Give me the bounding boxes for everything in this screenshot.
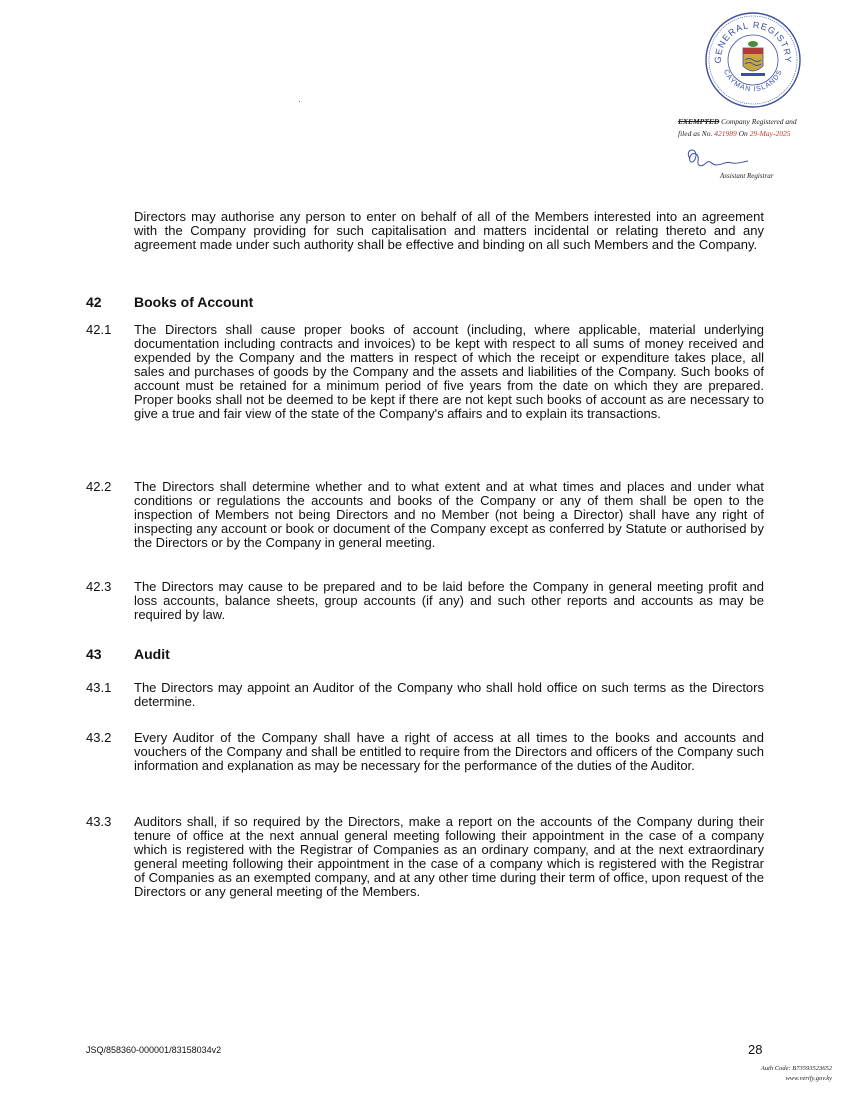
clause-42-2-number: 42.2 <box>86 479 112 494</box>
clause-43-2-number: 43.2 <box>86 730 112 745</box>
clause-43-3-number: 43.3 <box>86 814 112 829</box>
registrar-signature-icon <box>682 145 762 173</box>
registered-text: Company Registered and <box>721 117 797 126</box>
intro-paragraph: Directors may authorise any person to enter on behalf of all of the Members interested into an agreement with the Company providing for such capitalisation and matters incidental or relating thereto and any agreement made under such authority shall be effective and binding on all such Members and the Company. <box>134 209 764 252</box>
on-text: On <box>738 129 748 138</box>
seal-top-text: GENERAL REGISTRY <box>712 19 794 64</box>
section-43-number: 43 <box>86 646 102 662</box>
registration-stamp <box>678 116 828 140</box>
seal-bottom-text: CAYMAN ISLANDS <box>721 68 785 94</box>
clause-43-1-text: The Directors may appoint an Auditor of the Company who shall hold office on such terms as the Directors determine. <box>134 680 764 709</box>
section-43-title: Audit <box>134 646 170 662</box>
general-registry-seal-icon <box>703 10 803 110</box>
clause-42-2-text: The Directors shall determine whether and to what extent and at what times and places and under what conditions or regulations the accounts and books of the Company or any of them shall be open to the inspection of Members not being Directors and no Member (not being a Director) shall have any right of inspecting any account or book or document of the Company except as conferred by Statute or authorised by the Directors or by the Company in general meeting. <box>134 479 764 550</box>
clause-42-3-number: 42.3 <box>86 579 112 594</box>
clause-43-3-text: Auditors shall, if so required by the Directors, make a report on the accounts of the Company during their tenure of office at the next annual general meeting following their appointment in the case of a company which is registered with the Registrar of Companies as an ordinary company, and at the next extraordinary general meeting following their appointment in the case of a company which is registered with the Registrar of Companies as an exempted company, and at any other time during their term of office, upon request of the Directors or any general meeting of the Members. <box>134 814 764 899</box>
clause-42-3-text: The Directors may cause to be prepared and to be laid before the Company in general meeting profit and loss accounts, balance sheets, group accounts (if any) and such other reports and accounts as may be required by law. <box>134 579 764 622</box>
section-42-title: Books of Account <box>134 294 254 310</box>
filed-date: 29-May-2025 <box>749 129 791 138</box>
auth-code: Auth Code: B73593523652 <box>760 1065 832 1072</box>
exempted-label: EXEMPTED <box>678 117 720 126</box>
clause-42-1-number: 42.1 <box>86 322 112 337</box>
filed-number: 421989 <box>714 129 737 138</box>
stray-mark <box>299 101 300 102</box>
document-reference: JSQ/858360-000001/83158034v2 <box>86 1045 222 1055</box>
clause-43-2-text: Every Auditor of the Company shall have a right of access at all times to the books and accounts and vouchers of the Company and shall be entitled to require from the Directors and officers of the Company such information and explanation as may be necessary for the performance of the duties of the Auditor. <box>134 730 764 773</box>
filed-prefix: filed as No. <box>678 129 713 138</box>
verify-url: www.verify.gov.ky <box>785 1075 832 1082</box>
clause-42-1-text: The Directors shall cause proper books of account (including, where applicable, material underlying documentation including contracts and invoices) to be kept with respect to all sums of money received and expended by the Company and the matters in respect of which the receipt or expenditure takes place, all sales and purchases of goods by the Company and the assets and liabilities of the Company. Such books of account must be retained for a minimum period of five years from the date on which they are prepared. Proper books shall not be deemed to be kept if there are not kept such books of account as are necessary to give a true and fair view of the state of the Company's affairs and to explain its transactions. <box>134 322 764 421</box>
clause-43-1-number: 43.1 <box>86 680 112 695</box>
page-number: 28 <box>748 1042 763 1057</box>
section-42-number: 42 <box>86 294 102 310</box>
auth-block <box>761 1064 832 1084</box>
assistant-registrar-label: Assistant Registrar <box>720 172 774 180</box>
